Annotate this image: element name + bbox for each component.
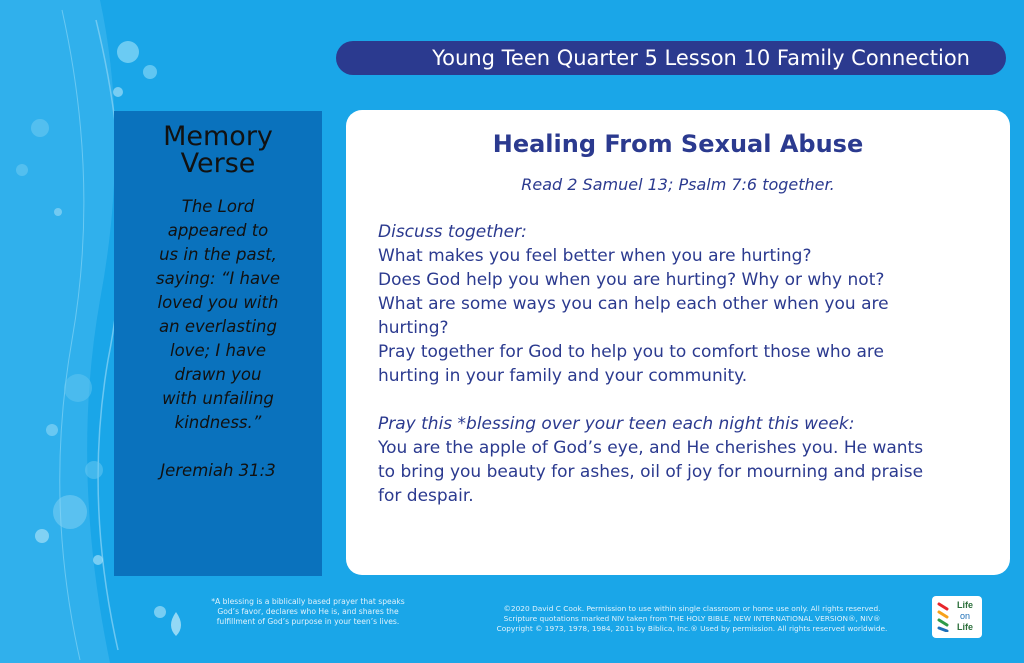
logo-text (950, 600, 980, 633)
discussion-line: What makes you feel better when you are hurting? (378, 246, 812, 266)
verse-line: love; I have (170, 341, 266, 360)
discussion-line: hurting in your family and your community. (378, 366, 748, 386)
verse-line: an everlasting (159, 317, 277, 336)
lesson-banner (336, 41, 1006, 75)
verse-line: with unfailing (162, 389, 274, 408)
memory-title-line: Memory (163, 121, 273, 152)
memory-verse-text (114, 195, 322, 435)
discussion-line: Pray together for God to help you to comfort those who are (378, 342, 884, 362)
spacer (378, 388, 978, 412)
footnote-line: *A blessing is a biblically based prayer that speaks (211, 597, 405, 606)
memory-title-line: Verse (180, 148, 256, 179)
banner-title: Young Teen Quarter 5 Lesson 10 Family Connection (432, 46, 970, 70)
logo-line: on (959, 611, 970, 621)
blessing-line: to bring you beauty for ashes, oil of joy for mourning and praise (378, 462, 924, 482)
memory-verse-title (114, 123, 322, 177)
verse-line: loved you with (157, 293, 279, 312)
verse-line: kindness.” (174, 413, 262, 432)
discussion-line: hurting? (378, 318, 449, 338)
verse-line: drawn you (174, 365, 262, 384)
logo-line: Life (956, 622, 973, 632)
reading-instruction: Read 2 Samuel 13; Psalm 7:6 together. (521, 175, 835, 194)
lesson-title: Healing From Sexual Abuse (492, 130, 864, 158)
logo-stripes-icon (937, 602, 949, 632)
blessing-line: for despair. (378, 486, 474, 506)
discussion-line: Does God help you when you are hurting? Why or why not? (378, 270, 885, 290)
verse-line: us in the past, (159, 245, 277, 264)
lesson-body (378, 220, 978, 508)
footnote-line: fulfillment of God’s purpose in your teen’s lives. (216, 617, 400, 626)
copyright-line: Scripture quotations marked NIV taken from THE HOLY BIBLE, NEW INTERNATIONAL VERSION®, NIV® (503, 614, 881, 623)
verse-line: The Lord (181, 197, 255, 216)
footnote-line: God’s favor, declares who He is, and shares the (217, 607, 399, 616)
discussion-line: What are some ways you can help each other when you are (378, 294, 889, 314)
copyright-notice (452, 604, 932, 634)
blessing-line: You are the apple of God’s eye, and He cherishes you. He wants (378, 438, 924, 458)
blessing-footnote (196, 597, 420, 627)
memory-verse-panel (114, 111, 322, 576)
blessing-heading: Pray this *blessing over your teen each night this week: (378, 414, 855, 434)
verse-line: saying: “I have (156, 269, 280, 288)
logo-line: Life (956, 600, 973, 610)
verse-line: appeared to (167, 221, 269, 240)
lesson-card (346, 110, 1010, 575)
copyright-line: Copyright © 1973, 1978, 1984, 2011 by Biblica, Inc.® Used by permission. All rights reserved worldwide. (496, 624, 888, 633)
verse-reference: Jeremiah 31:3 (160, 461, 276, 480)
copyright-line: ©2020 David C Cook. Permission to use within single classroom or home use only. All rights reserved. (503, 604, 881, 613)
discuss-heading: Discuss together: (378, 222, 527, 242)
life-on-life-logo (932, 596, 982, 638)
